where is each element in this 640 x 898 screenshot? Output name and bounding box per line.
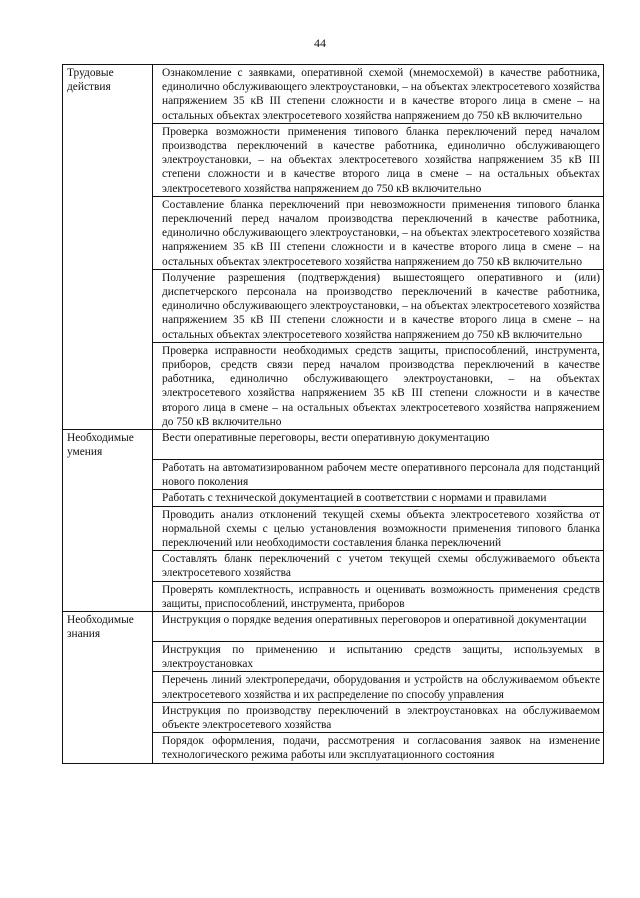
- section-label-required-knowledge: Необходимые знания: [63, 612, 153, 642]
- labor-action-item: Получение разрешения (подтверждения) вышестоящего оперативного и (или) диспетчерского персонала на производство переключений в качестве работника, единолично обслуживающего электроустановки, – на объектах электросетевого хозяйства напряжением 35 кВ III степени сложности и в качестве второго лица в смене – на остальных объектах электросетевого хозяйства напряжением до 750 кВ включительно: [153, 269, 604, 342]
- labor-action-item: Проверка исправности необходимых средств защиты, приспособлений, инструмента, приборов, средств связи перед началом производства переключений в качестве работника, единолично обслуживающего электроустановки, – на объектах электросетевого хозяйства напряжением 35 кВ III степени сложности и в качестве второго лица в смене – на остальных объектах электросетевого хозяйства напряжением до 750 кВ включительно: [153, 342, 604, 429]
- skill-item: Проверять комплектность, исправность и оценивать возможность применения средств защиты, приспособлений, инструмента, приборов: [153, 581, 604, 611]
- skill-item: Проводить анализ отклонений текущей схемы объекта электросетевого хозяйства от нормальной схемы с целью установления возможности применения типового бланка переключений или необходимости составления бланка переключений: [153, 506, 604, 551]
- table-row: [63, 551, 604, 581]
- table-row: [63, 459, 604, 489]
- table-row: [63, 581, 604, 611]
- skill-item: Работать на автоматизированном рабочем месте оперативного персонала для подстанций нового поколения: [153, 459, 604, 489]
- knowledge-item: Перечень линий электропередачи, оборудования и устройств на обслуживаемом объекте электросетевого хозяйства и их распределение по способу управления: [153, 672, 604, 702]
- table-row: [63, 269, 604, 342]
- table-row: [63, 123, 604, 196]
- skill-item: Вести оперативные переговоры, вести оперативную документацию: [153, 430, 604, 460]
- table-row: [63, 506, 604, 551]
- section-label-labor-actions: Трудовые действия: [63, 65, 153, 124]
- knowledge-item: Инструкция по производству переключений в электроустановках на обслуживаемом объекте электросетевого хозяйства: [153, 702, 604, 732]
- table-row: [63, 490, 604, 506]
- skill-item: Составлять бланк переключений с учетом текущей схемы обслуживаемого объекта электросетевого хозяйства: [153, 551, 604, 581]
- table-row: [63, 672, 604, 702]
- skill-item: Работать с технической документацией в соответствии с нормами и правилами: [153, 490, 604, 506]
- table-row: [63, 342, 604, 429]
- table-row: [63, 733, 604, 763]
- requirements-table: [62, 64, 604, 764]
- table-row: [63, 641, 604, 671]
- labor-action-item: Проверка возможности применения типового бланка переключений перед началом производства переключений в качестве работника, единолично обслуживающего электроустановки, – на объектах электросетевого хозяйства напряжением 35 кВ III степени сложности и в качестве второго лица в смене – на остальных объектах электросетевого хозяйства напряжением до 750 кВ включительно: [153, 123, 604, 196]
- table-row: [63, 612, 604, 642]
- table-row: [63, 65, 604, 124]
- page-number: 44: [314, 36, 326, 50]
- labor-action-item: Ознакомление с заявками, оперативной схемой (мнемосхемой) в качестве работника, единолично обслуживающего электроустановки, – на объектах электросетевого хозяйства напряжением 35 кВ III степени сложности и в качестве второго лица в смене – на остальных объектах электросетевого хозяйства напряжением до 750 кВ включительно: [153, 65, 604, 124]
- table-row: [63, 430, 604, 460]
- section-label-required-skills: Необходимые умения: [63, 430, 153, 460]
- knowledge-item: Инструкция о порядке ведения оперативных переговоров и оперативной документации: [153, 612, 604, 642]
- table-row: [63, 196, 604, 269]
- table-row: [63, 702, 604, 732]
- labor-action-item: Составление бланка переключений при невозможности применения типового бланка переключений перед началом производства переключений в качестве работника, единолично обслуживающего электроустановки, – на объектах электросетевого хозяйства напряжением 35 кВ III степени сложности и в качестве второго лица в смене – на остальных объектах электросетевого хозяйства напряжением до 750 кВ включительно: [153, 196, 604, 269]
- knowledge-item: Инструкция по применению и испытанию средств защиты, используемых в электроустановках: [153, 641, 604, 671]
- knowledge-item: Порядок оформления, подачи, рассмотрения и согласования заявок на изменение технологического режима работы или эксплуатационного состояния: [153, 733, 604, 763]
